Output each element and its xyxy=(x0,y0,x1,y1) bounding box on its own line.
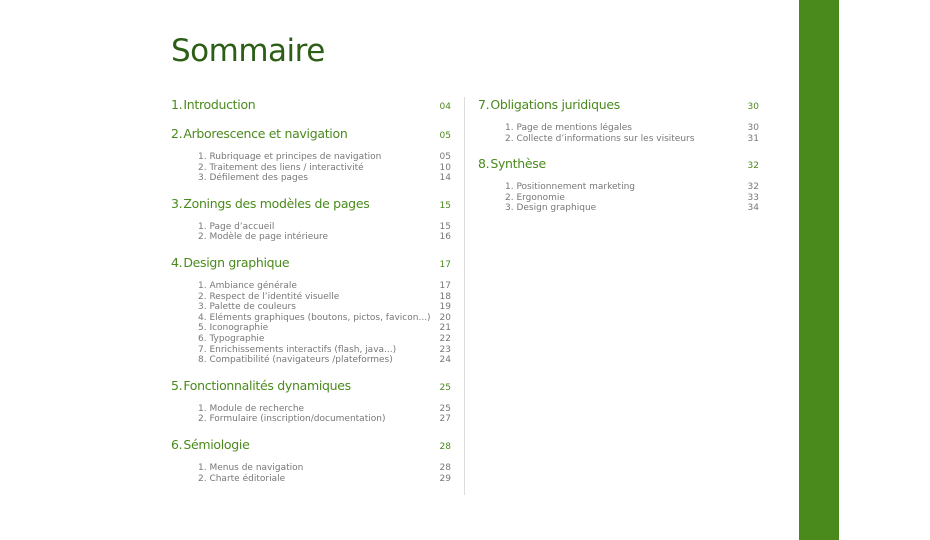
section-title-text: Arborescence et navigation xyxy=(183,126,348,141)
subsection-list xyxy=(171,454,451,484)
subsection-label: 1. Page de mentions légales xyxy=(505,123,632,133)
section-page-number: 30 xyxy=(747,102,759,112)
subsection-page-number: 33 xyxy=(747,192,759,203)
section-number: 5. xyxy=(171,377,183,393)
subsection-page-number: 15 xyxy=(439,221,451,232)
subsection-list xyxy=(171,395,451,425)
toc-section xyxy=(478,156,759,214)
subsection-page-number: 27 xyxy=(439,414,451,425)
subsection-label: 2. Charte éditoriale xyxy=(198,473,286,484)
subsection-row[interactable] xyxy=(171,345,451,356)
section-title-text: Fonctionnalités dynamiques xyxy=(183,377,351,393)
section-title-text: Sémiologie xyxy=(183,436,250,452)
subsection-label: 2. Traitement des liens / interactivité xyxy=(198,162,364,173)
section-title-text: Design graphique xyxy=(183,254,290,270)
section-heading-row[interactable] xyxy=(171,437,451,454)
section-page-number: 32 xyxy=(747,161,759,172)
subsection-row[interactable] xyxy=(171,414,451,425)
section-number: 2. xyxy=(171,126,183,141)
subsection-label: 1. Rubriquage et principes de navigation xyxy=(198,152,382,162)
subsection-list xyxy=(478,173,759,214)
subsection-page-number: 05 xyxy=(439,152,451,162)
subsection-page-number: 32 xyxy=(747,182,759,193)
subsection-label: 6. Typographie xyxy=(198,333,265,344)
subsection-label: 4. Eléments graphiques (boutons, pictos, favicon...) xyxy=(198,312,431,323)
subsection-row[interactable] xyxy=(171,334,451,345)
subsection-row[interactable] xyxy=(171,292,451,303)
section-title-text: Introduction xyxy=(183,97,256,112)
subsection-list xyxy=(171,213,451,243)
toc-section xyxy=(171,378,451,425)
subsection-page-number: 10 xyxy=(439,162,451,173)
subsection-row[interactable] xyxy=(171,355,451,366)
section-page-number: 04 xyxy=(439,102,451,112)
section-number: 7. xyxy=(478,97,490,112)
subsection-label: 1. Ambiance générale xyxy=(198,280,297,291)
subsection-page-number: 20 xyxy=(439,312,451,323)
subsection-page-number: 23 xyxy=(439,344,451,355)
section-title xyxy=(171,437,249,452)
subsection-row[interactable] xyxy=(171,474,451,485)
subsection-label: 2. Collecte d’informations sur les visiteurs xyxy=(505,133,695,144)
section-heading-row[interactable] xyxy=(171,196,451,213)
subsection-row[interactable] xyxy=(171,281,451,292)
section-title xyxy=(171,196,369,211)
section-heading-row[interactable] xyxy=(171,97,451,114)
section-title xyxy=(171,378,351,393)
subsection-page-number: 21 xyxy=(439,323,451,334)
section-heading-row[interactable] xyxy=(478,156,759,173)
subsection-label: 1. Positionnement marketing xyxy=(505,182,635,193)
subsection-label: 2. Ergonomie xyxy=(505,192,565,203)
column-divider xyxy=(464,97,465,495)
subsection-row[interactable] xyxy=(171,152,451,163)
section-title-text: Synthèse xyxy=(490,156,546,172)
subsection-row[interactable] xyxy=(478,182,759,193)
subsection-label: 8. Compatibilité (navigateurs /plateformes) xyxy=(198,355,393,366)
section-heading-row[interactable] xyxy=(171,378,451,395)
toc-section xyxy=(171,255,451,366)
subsection-row[interactable] xyxy=(171,302,451,313)
section-title xyxy=(171,126,347,141)
subsection-label: 5. Iconographie xyxy=(198,323,269,334)
subsection-page-number: 17 xyxy=(439,280,451,291)
subsection-page-number: 31 xyxy=(747,133,759,144)
section-page-number: 15 xyxy=(439,200,451,211)
subsection-label: 3. Palette de couleurs xyxy=(198,302,296,313)
subsection-page-number: 22 xyxy=(439,333,451,344)
subsection-row[interactable] xyxy=(171,323,451,334)
subsection-row[interactable] xyxy=(478,123,759,134)
section-number: 4. xyxy=(171,254,183,270)
subsection-list xyxy=(171,272,451,366)
subsection-page-number: 25 xyxy=(439,403,451,414)
toc-section xyxy=(478,97,759,144)
subsection-label: 1. Module de recherche xyxy=(198,403,305,414)
subsection-label: 2. Modèle de page intérieure xyxy=(198,232,329,243)
subsection-page-number: 30 xyxy=(747,123,759,133)
subsection-label: 1. Menus de navigation xyxy=(198,462,304,473)
subsection-row[interactable] xyxy=(478,134,759,145)
section-number: 6. xyxy=(171,436,183,452)
subsection-row[interactable] xyxy=(171,232,451,243)
subsection-row[interactable] xyxy=(171,173,451,184)
subsection-list xyxy=(171,143,451,184)
toc-section xyxy=(171,196,451,243)
section-number: 1. xyxy=(171,97,183,112)
toc-section xyxy=(171,437,451,484)
subsection-label: 7. Enrichissements interactifs (flash, java...) xyxy=(198,344,397,355)
green-side-bar xyxy=(799,0,839,540)
subsection-label: 2. Formulaire (inscription/documentation) xyxy=(198,414,386,425)
subsection-page-number: 28 xyxy=(439,462,451,473)
toc-section xyxy=(171,97,451,114)
toc-column-right xyxy=(478,97,759,226)
subsection-page-number: 19 xyxy=(439,302,451,313)
section-page-number: 05 xyxy=(439,131,451,141)
section-title xyxy=(478,97,620,112)
section-title xyxy=(478,156,546,171)
toc-section xyxy=(171,126,451,184)
section-number: 8. xyxy=(478,156,490,172)
subsection-label: 1. Page d’accueil xyxy=(198,221,275,232)
subsection-row[interactable] xyxy=(171,222,451,233)
toc-column-left xyxy=(171,97,451,496)
section-heading-row[interactable] xyxy=(171,126,451,143)
section-page-number: 17 xyxy=(439,259,451,270)
section-title xyxy=(171,97,255,112)
subsection-row[interactable] xyxy=(478,203,759,214)
subsection-label: 3. Design graphique xyxy=(505,203,597,214)
section-title-text: Zonings des modèles de pages xyxy=(183,195,370,211)
section-heading-row[interactable] xyxy=(171,255,451,272)
section-number: 3. xyxy=(171,195,183,211)
subsection-row[interactable] xyxy=(171,463,451,474)
subsection-row[interactable] xyxy=(478,193,759,204)
section-heading-row[interactable] xyxy=(478,97,759,114)
subsection-row[interactable] xyxy=(171,163,451,174)
subsection-page-number: 18 xyxy=(439,291,451,302)
subsection-page-number: 34 xyxy=(747,203,759,214)
subsection-page-number: 24 xyxy=(439,355,451,366)
section-page-number: 25 xyxy=(439,382,451,393)
subsection-page-number: 16 xyxy=(439,232,451,243)
subsection-label: 3. Défilement des pages xyxy=(198,173,308,184)
subsection-label: 2. Respect de l’identité visuelle xyxy=(198,291,340,302)
section-page-number: 28 xyxy=(439,441,451,452)
section-title xyxy=(171,255,289,270)
subsection-list xyxy=(478,114,759,144)
subsection-page-number: 14 xyxy=(439,173,451,184)
subsection-row[interactable] xyxy=(171,404,451,415)
section-title-text: Obligations juridiques xyxy=(490,97,620,112)
page-title: Sommaire xyxy=(171,33,325,69)
subsection-row[interactable] xyxy=(171,313,451,324)
subsection-page-number: 29 xyxy=(439,473,451,484)
